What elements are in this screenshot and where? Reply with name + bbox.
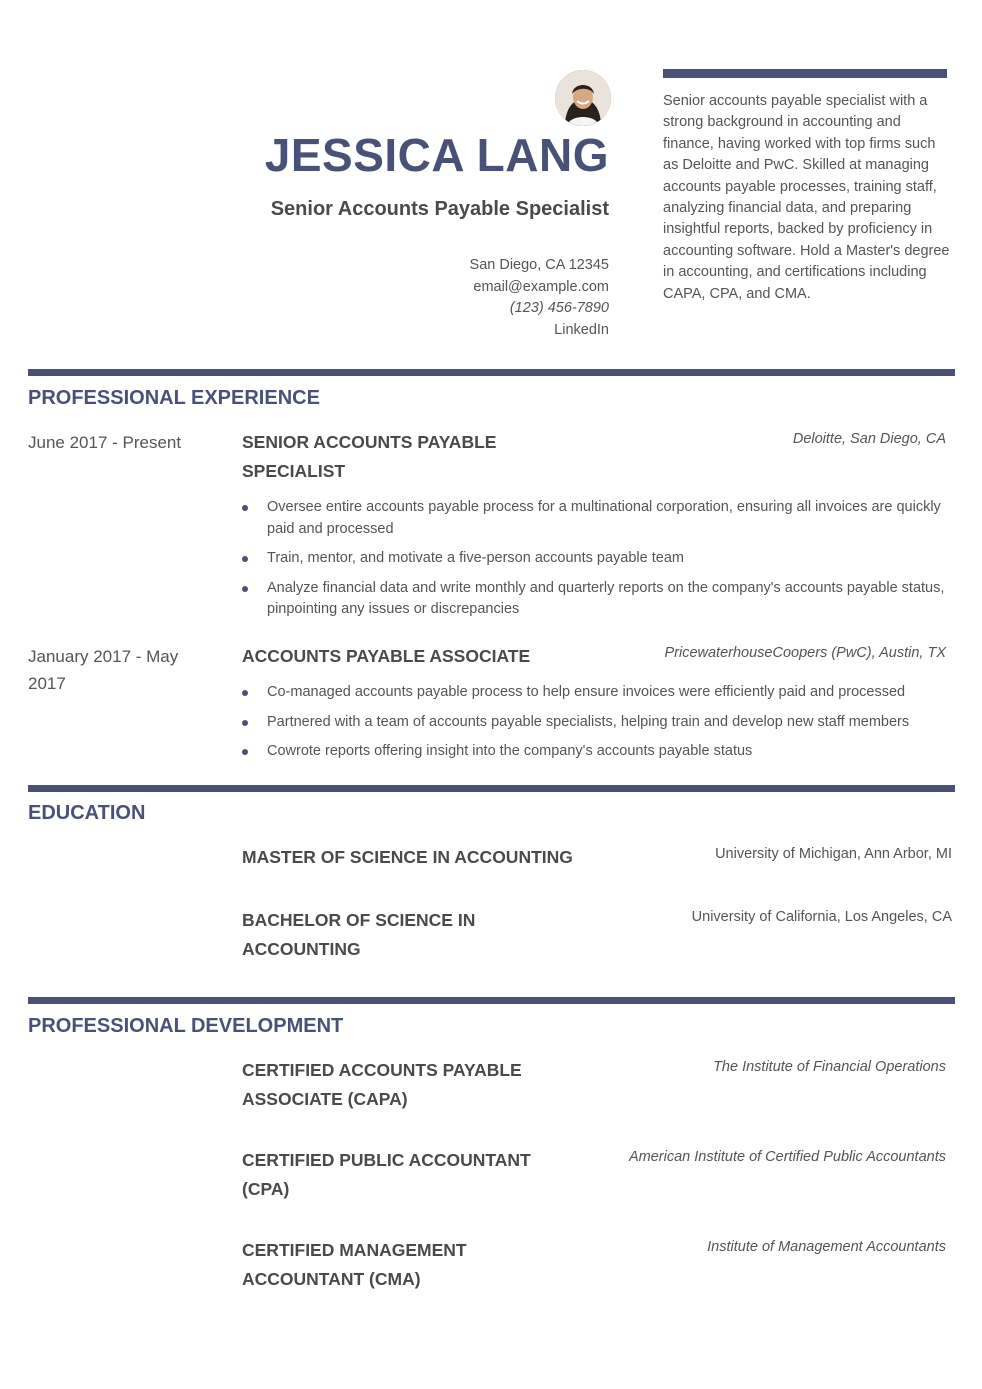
section-divider (28, 997, 955, 1004)
bullet-item: Partnered with a team of accounts payable specialists, helping train and develop new staff members (242, 712, 957, 734)
section-divider (28, 785, 955, 792)
candidate-title: Senior Accounts Payable Specialist (270, 198, 609, 220)
degree-title: MASTER OF SCIENCE IN ACCOUNTING (242, 847, 573, 867)
profile-photo (555, 70, 611, 126)
bullet-item: Cowrote reports offering insight into the company's accounts payable status (242, 741, 957, 763)
email[interactable]: email@example.com (473, 278, 609, 295)
job-employer: Deloitte, San Diego, CA (792, 431, 946, 447)
address: San Diego, CA 12345 (469, 257, 609, 273)
job-employer: PricewaterhouseCoopers (PwC), Austin, TX (664, 645, 946, 661)
section-title-development: PROFESSIONAL DEVELOPMENT (28, 1015, 344, 1037)
section-divider (28, 369, 955, 376)
bullet-item: Co-managed accounts payable process to help ensure invoices were efficiently paid and processed (242, 682, 957, 704)
certification-org: Institute of Management Accountants (707, 1239, 946, 1255)
degree-title: BACHELOR OF SCIENCE IN ACCOUNTING (242, 910, 476, 959)
job-title: SENIOR ACCOUNTS PAYABLE SPECIALIST (242, 432, 497, 481)
summary-divider (663, 69, 947, 78)
job-bullets (242, 682, 957, 771)
candidate-name: JESSICA LANG (264, 129, 609, 181)
certification-title: CERTIFIED ACCOUNTS PAYABLE ASSOCIATE (CAPA) (242, 1060, 522, 1109)
school-name: University of Michigan, Ann Arbor, MI (715, 846, 952, 862)
phone[interactable]: (123) 456-7890 (509, 300, 609, 316)
certification-title: CERTIFIED MANAGEMENT ACCOUNTANT (CMA) (242, 1240, 467, 1289)
certification-org: The Institute of Financial Operations (713, 1059, 946, 1075)
bullet-item: Train, mentor, and motivate a five-person accounts payable team (242, 548, 957, 570)
job-dates: January 2017 - May 2017 (28, 647, 179, 693)
job-bullets (242, 497, 957, 629)
bullet-item: Oversee entire accounts payable process for a multinational corporation, ensuring all invoices are quickly paid and processed (242, 497, 957, 540)
job-dates: June 2017 - Present (28, 433, 182, 452)
contact-block (470, 255, 609, 341)
section-title-education: EDUCATION (28, 802, 146, 824)
certification-org: American Institute of Certified Public Accountants (628, 1149, 946, 1165)
bullet-item: Analyze financial data and write monthly and quarterly reports on the company's accounts payable status, pinpointing any issues or discrepancies (242, 578, 957, 621)
certification-title: CERTIFIED PUBLIC ACCOUNTANT (CPA) (242, 1150, 531, 1199)
summary-text: Senior accounts payable specialist with a strong background in accounting and finance, having worked with top firms such as Deloitte and PwC. Skilled at managing accounts payable processes, training staff, analyzing financial data, and preparing insightful reports, backed by proficiency in accounting software. Hold a Master's degree in accounting, and certifications including CAPA, CPA, and CMA. (663, 93, 950, 302)
school-name: University of California, Los Angeles, CA (691, 909, 952, 925)
linkedin-link[interactable]: LinkedIn (554, 321, 609, 338)
job-title: ACCOUNTS PAYABLE ASSOCIATE (242, 646, 531, 666)
avatar (555, 70, 611, 126)
section-title-experience: PROFESSIONAL EXPERIENCE (28, 387, 320, 409)
